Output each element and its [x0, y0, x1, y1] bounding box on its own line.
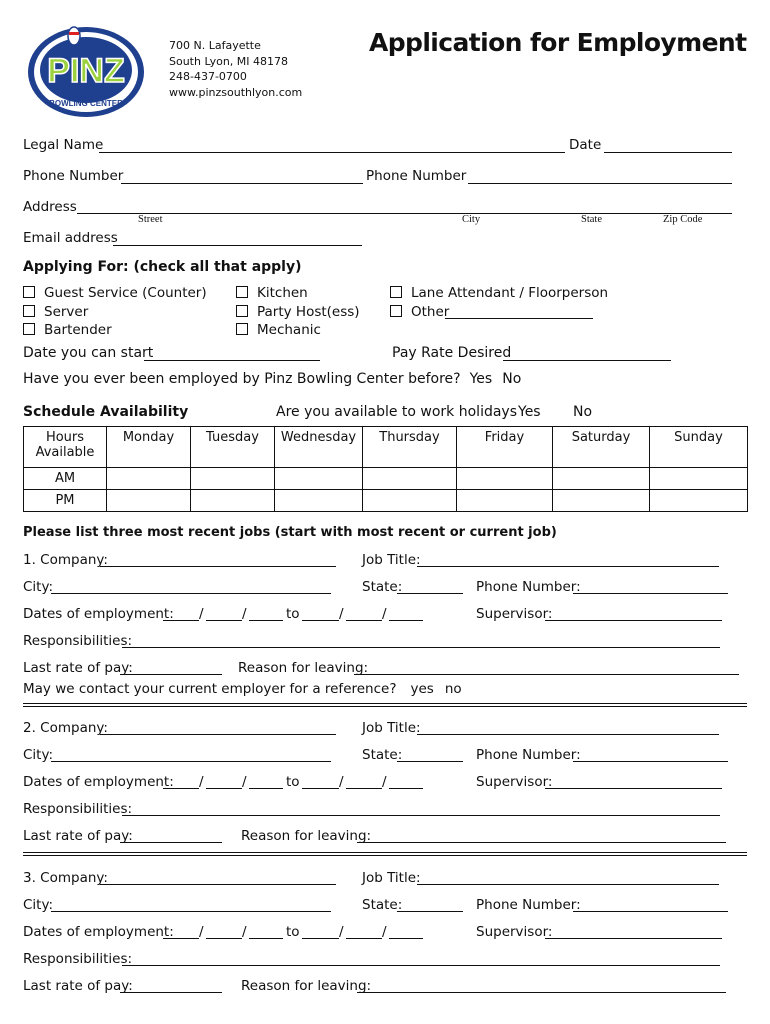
job3-responsibilities-label: Responsibilities: [23, 951, 133, 967]
job3-pay-field[interactable] [120, 992, 222, 993]
date-slash: / [199, 924, 204, 940]
job2-end-year[interactable] [389, 788, 423, 789]
job3-dates-label: Dates of employment: [23, 924, 174, 940]
company-website[interactable]: www.pinzsouthlyon.com [169, 85, 303, 99]
schedule-table [23, 426, 748, 512]
schedule-cell[interactable] [457, 490, 553, 512]
job3-pay-label: Last rate of pay: [23, 978, 133, 994]
job3-state-field[interactable] [397, 911, 463, 912]
start-date-field[interactable] [144, 360, 320, 361]
applying-heading: Applying For: (check all that apply) [23, 259, 302, 275]
date-slash: / [339, 606, 344, 622]
date-slash: / [242, 774, 247, 790]
checkbox[interactable] [23, 286, 35, 298]
job2-supervisor-field[interactable] [545, 788, 722, 789]
contact-no-option[interactable]: no [444, 681, 462, 697]
checkbox[interactable] [390, 286, 402, 298]
job1-company-field[interactable] [100, 566, 336, 567]
job1-state-field[interactable] [397, 593, 463, 594]
company-address [169, 38, 302, 100]
job3-title-label: Job Title: [362, 870, 421, 886]
job1-end-month[interactable] [302, 620, 339, 621]
date-slash: / [382, 774, 387, 790]
job2-phone-field[interactable] [573, 761, 728, 762]
phone-number-field[interactable] [121, 183, 363, 184]
job3-end-year[interactable] [389, 938, 423, 939]
option-lane-attendant[interactable]: Lane Attendant / Floorperson [390, 285, 608, 301]
job2-city-field[interactable] [51, 761, 331, 762]
date-label: Date [569, 137, 602, 153]
job3-state-label: State: [362, 897, 403, 913]
checkbox[interactable] [23, 323, 35, 335]
date-slash: / [339, 924, 344, 940]
day-header: Thursday [363, 427, 457, 468]
job3-city-label: City: [23, 897, 54, 913]
option-kitchen[interactable]: Kitchen [236, 285, 308, 301]
date-slash: / [382, 924, 387, 940]
job2-city-label: City: [23, 747, 54, 763]
to-label: to [286, 774, 300, 790]
job2-start-year[interactable] [249, 788, 283, 789]
phone-number-2-field[interactable] [468, 183, 732, 184]
to-label: to [286, 924, 300, 940]
job2-start-month[interactable] [163, 788, 199, 789]
job2-phone-label: Phone Number: [476, 747, 581, 763]
address-line-1: 700 N. Lafayette [169, 39, 261, 52]
job1-start-day[interactable] [206, 620, 242, 621]
job2-state-label: State: [362, 747, 403, 763]
day-header: Sunday [650, 427, 748, 468]
checkbox[interactable] [236, 323, 248, 335]
logo-word: PINZ [47, 52, 125, 90]
holidays-yes-option[interactable]: Yes [518, 404, 541, 420]
job3-city-field[interactable] [51, 911, 331, 912]
date-slash: / [382, 606, 387, 622]
option-bartender[interactable]: Bartender [23, 322, 112, 338]
checkbox[interactable] [390, 305, 402, 317]
job1-title-field[interactable] [417, 566, 719, 567]
job1-end-year[interactable] [389, 620, 423, 621]
to-label: to [286, 606, 300, 622]
schedule-cell[interactable] [191, 490, 275, 512]
logo-sub: BOWLING CENTER [49, 99, 123, 108]
start-date-label: Date you can start [23, 345, 154, 361]
job2-pay-field[interactable] [120, 842, 222, 843]
job1-company-label: 1. Company: [23, 552, 108, 568]
schedule-cell[interactable] [363, 490, 457, 512]
job1-end-day[interactable] [346, 620, 382, 621]
checkbox[interactable] [236, 305, 248, 317]
zip-caption: Zip Code [663, 214, 703, 225]
job2-state-field[interactable] [397, 761, 463, 762]
job1-phone-field[interactable] [573, 593, 728, 594]
job2-title-field[interactable] [417, 734, 719, 735]
date-field[interactable] [604, 152, 732, 153]
job3-company-field[interactable] [100, 884, 336, 885]
job1-pay-label: Last rate of pay: [23, 660, 133, 676]
schedule-cell[interactable] [650, 490, 748, 512]
job3-reason-field[interactable] [357, 992, 726, 993]
option-server[interactable]: Server [23, 304, 88, 320]
section-divider [23, 703, 747, 707]
date-slash: / [339, 774, 344, 790]
job2-supervisor-label: Supervisor: [476, 774, 553, 790]
checkbox[interactable] [236, 286, 248, 298]
schedule-cell[interactable] [553, 490, 650, 512]
option-party-host[interactable]: Party Host(ess) [236, 304, 360, 320]
page-title: Application for Employment [369, 28, 747, 57]
job2-pay-label: Last rate of pay: [23, 828, 133, 844]
day-header: Monday [107, 427, 191, 468]
job1-phone-label: Phone Number: [476, 579, 581, 595]
phone-number-2-label: Phone Number [366, 168, 467, 184]
email-label: Email address [23, 230, 118, 246]
job2-company-label: 2. Company: [23, 720, 108, 736]
city-caption: City [462, 214, 481, 225]
job3-phone-label: Phone Number: [476, 897, 581, 913]
job1-responsibilities-label: Responsibilities: [23, 633, 133, 649]
job2-end-day[interactable] [346, 788, 382, 789]
pm-row-label: PM [24, 490, 107, 512]
job3-start-month[interactable] [163, 938, 199, 939]
job1-dates-label: Dates of employment: [23, 606, 174, 622]
job1-reason-field[interactable] [354, 674, 739, 675]
day-header: Wednesday [275, 427, 363, 468]
am-row-label: AM [24, 468, 107, 490]
employed-yes-option[interactable]: Yes [469, 371, 493, 387]
holidays-no-option[interactable]: No [573, 404, 593, 420]
job3-company-label: 3. Company: [23, 870, 108, 886]
job1-state-label: State: [362, 579, 403, 595]
checkbox[interactable] [23, 305, 35, 317]
pay-rate-field[interactable] [503, 360, 671, 361]
street-caption: Street [138, 214, 163, 225]
job2-responsibilities-field[interactable] [122, 815, 720, 816]
job2-dates-label: Dates of employment: [23, 774, 174, 790]
job3-end-day[interactable] [346, 938, 382, 939]
job3-title-field[interactable] [417, 884, 719, 885]
contact-yes-option[interactable]: yes [410, 681, 434, 697]
job3-start-year[interactable] [249, 938, 283, 939]
employed-before-question: Have you ever been employed by Pinz Bowling Center before? Yes No [23, 371, 522, 387]
job2-start-day[interactable] [206, 788, 242, 789]
hours-available-header: Hours Available [24, 427, 107, 468]
job2-reason-field[interactable] [357, 842, 726, 843]
job2-reason-label: Reason for leaving: [241, 828, 372, 844]
pay-rate-label: Pay Rate Desired [392, 345, 512, 361]
option-mechanic[interactable]: Mechanic [236, 322, 321, 338]
job2-responsibilities-label: Responsibilities: [23, 801, 133, 817]
schedule-cell[interactable] [553, 468, 650, 490]
schedule-cell[interactable] [107, 490, 191, 512]
schedule-heading: Schedule Availability [23, 404, 189, 420]
address-label: Address [23, 199, 77, 215]
job3-responsibilities-field[interactable] [122, 965, 720, 966]
day-header: Friday [457, 427, 553, 468]
address-field[interactable] [77, 213, 732, 214]
job3-end-month[interactable] [302, 938, 339, 939]
option-other[interactable]: Other [390, 304, 449, 320]
option-guest-service[interactable]: Guest Service (Counter) [23, 285, 207, 301]
date-slash: / [242, 924, 247, 940]
schedule-cell[interactable] [275, 490, 363, 512]
job3-phone-field[interactable] [573, 911, 728, 912]
job1-supervisor-label: Supervisor: [476, 606, 553, 622]
job1-supervisor-field[interactable] [545, 620, 722, 621]
job2-company-field[interactable] [100, 734, 336, 735]
legal-name-label: Legal Name [23, 137, 104, 153]
contact-question: May we contact your current employer for a reference? yes no [23, 681, 462, 697]
job3-supervisor-field[interactable] [545, 938, 722, 939]
job1-responsibilities-field[interactable] [122, 647, 720, 648]
email-field[interactable] [113, 245, 362, 246]
address-line-2: South Lyon, MI 48178 [169, 54, 289, 68]
state-caption: State [581, 214, 602, 225]
job2-end-month[interactable] [302, 788, 339, 789]
job1-title-label: Job Title: [362, 552, 421, 568]
other-field[interactable] [445, 318, 593, 319]
phone-number-label: Phone Number [23, 168, 124, 184]
jobs-heading: Please list three most recent jobs (start with most recent or current job) [23, 525, 557, 540]
day-header: Tuesday [191, 427, 275, 468]
job1-pay-field[interactable] [120, 674, 222, 675]
legal-name-field[interactable] [99, 152, 565, 153]
job1-start-year[interactable] [249, 620, 283, 621]
section-divider [23, 852, 747, 856]
job3-start-day[interactable] [206, 938, 242, 939]
schedule-cell[interactable] [275, 468, 363, 490]
job1-reason-label: Reason for leaving: [238, 660, 369, 676]
date-slash: / [199, 774, 204, 790]
job3-supervisor-label: Supervisor: [476, 924, 553, 940]
job1-city-field[interactable] [51, 593, 331, 594]
job2-title-label: Job Title: [362, 720, 421, 736]
pinz-logo [22, 20, 152, 120]
schedule-cell[interactable] [650, 468, 748, 490]
company-phone: 248-437-0700 [169, 70, 247, 83]
date-slash: / [242, 606, 247, 622]
holidays-question: Are you available to work holidays [276, 404, 518, 420]
date-slash: / [199, 606, 204, 622]
day-header: Saturday [553, 427, 650, 468]
schedule-cell[interactable] [191, 468, 275, 490]
job1-start-month[interactable] [163, 620, 199, 621]
schedule-cell[interactable] [107, 468, 191, 490]
job3-reason-label: Reason for leaving: [241, 978, 372, 994]
schedule-cell[interactable] [457, 468, 553, 490]
schedule-cell[interactable] [363, 468, 457, 490]
job1-city-label: City: [23, 579, 54, 595]
employed-no-option[interactable]: No [502, 371, 522, 387]
